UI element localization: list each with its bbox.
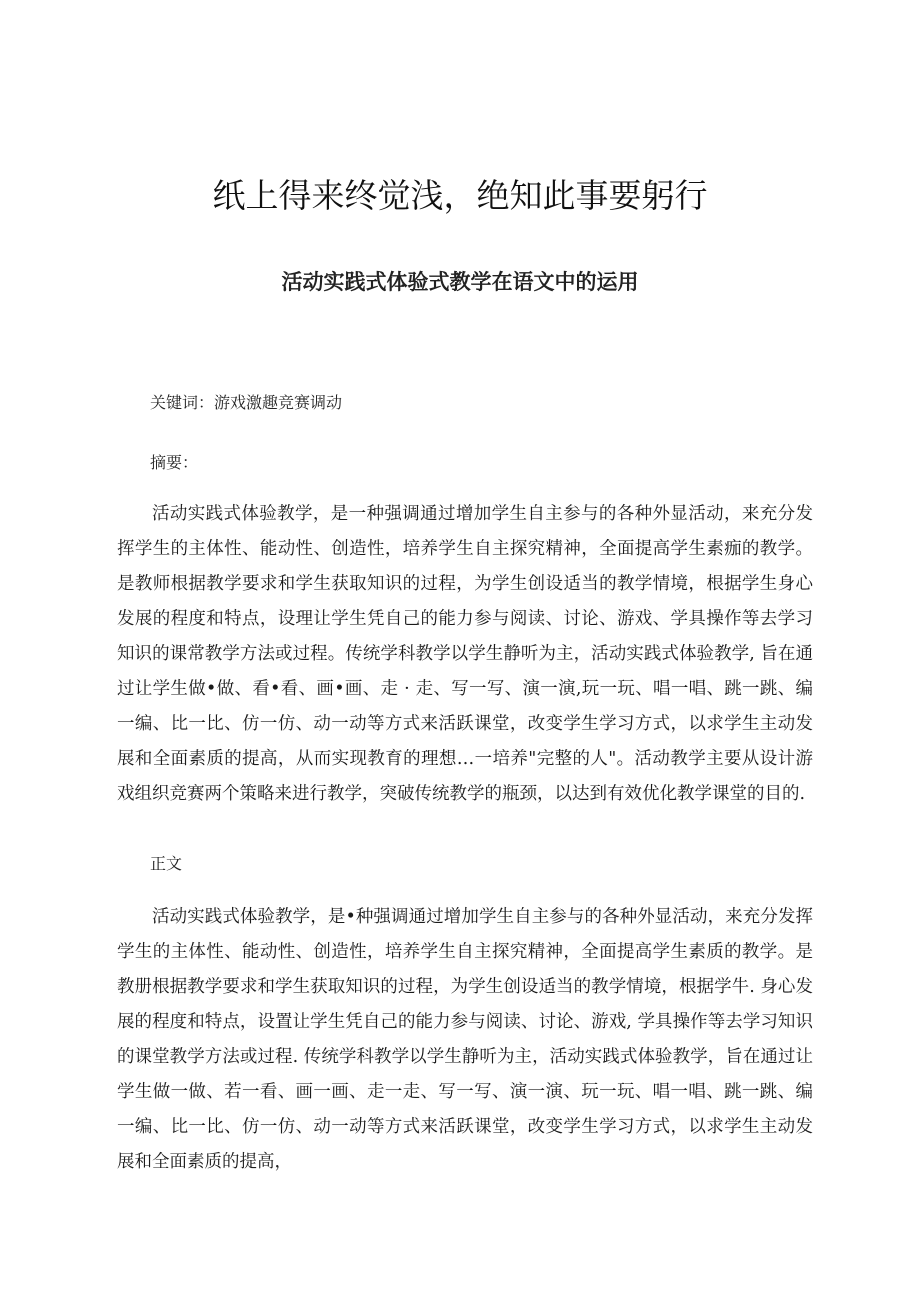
document-subtitle: 活动实践式体验式教学在语文中的运用 (281, 270, 639, 294)
abstract-paragraph: 活动实践式体验教学，是一种强调通过增加学生自主参与的各种外显活动，来充分发挥学生的主体性、能动性、创造性，培养学生自主探究精神，全面提高学生素痂的教学。是教师根据教学要求和学生获取知识的过程，为学生创设适当的教学情境，根据学生身心发展的程度和特点，设理让学生凭自己的能力参与阅读、讨论、游戏、学具操作等去学习知识的课常教学方法或过程。传统学科教学以学生静听为主，活动实践式体验教学, 旨在通过让学生做•做、看•看、画•画、走 · 走、写一写、演一演,玩一玩、唱一唱、跳一跳、编一编、比一比、仿一仿、动一动等方式来活跃课堂，改变学生学习方式，以求学生主动发展和全面素质的提高，从而实现教育的理想…一培养"完整的人"。活动教学主要从设计游戏组织竞赛两个策略来进行教学，突破传统教学的瓶颈，以达到有效优化教学课堂的目的. (117, 504, 813, 804)
body-label: 正文 (150, 854, 183, 873)
document-title: 纸上得来终觉浅，绝知此事要躬行 (212, 176, 708, 215)
abstract-label: 摘要： (150, 453, 199, 472)
body-paragraph: 活动实践式体验教学，是•种强调通过增加学生自主参与的各种外显活动，来充分发挥学生的主体性、能动性、创造性，培养学生自主探究精神，全面提高学生素质的教学。是教册根据教学要求和学生获取知识的过程，为学生创设适当的教学情境，根据学牛. 身心发展的程度和特点，设置让学生凭自己的能力参与阅读、讨论、游戏, 学具操作等去学习知识的课堂教学方法或过程. 传统学科教学以学生静听为主，活动实践式体验教学，旨在通过让学生做一做、若一看、画一画、走一走、写一写、演一演、玩一玩、唱一唱、跳一跳、编一编、比一比、仿一仿、动一动等方式来活跃课堂，改变学生学习方式，以求学生主动发展和全面素质的提高， (117, 907, 813, 1172)
keywords-line: 关键词：游戏激趣竞赛调动 (150, 393, 343, 412)
